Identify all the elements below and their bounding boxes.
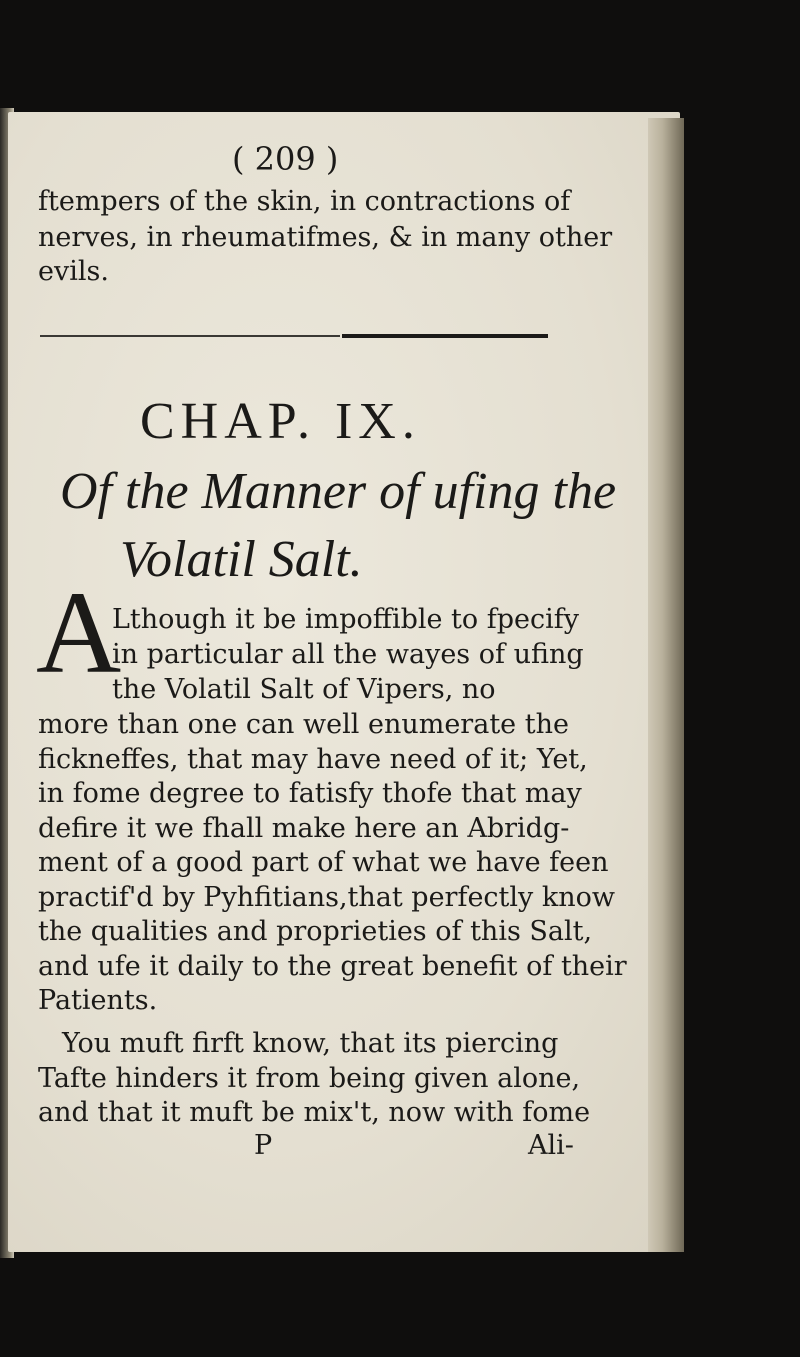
- paragraph1-line-1: Lthough it be impoffible to fpecify: [112, 604, 580, 635]
- paragraph1-line-8: ment of a good part of what we have feen: [38, 847, 609, 878]
- paragraph1-line-7: defire it we fhall make here an Abridg-: [38, 813, 570, 844]
- drop-cap: A: [36, 567, 122, 698]
- paragraph1-line-9: practif'd by Pyhfitians,that perfectly know: [38, 882, 615, 913]
- paragraph1-line-11: and ufe it daily to the great benefit of their: [38, 951, 627, 982]
- opening-line-2: nerves, in rheumatifmes, & in many other: [38, 222, 613, 253]
- opening-line-3: evils.: [38, 256, 109, 287]
- catchword: Ali-: [528, 1130, 574, 1161]
- paragraph2-line-2: Tafte hinders it from being given alone,: [38, 1063, 581, 1094]
- chapter-title-line-1: Of the Manner of ufing the: [60, 463, 617, 520]
- paragraph1-line-4: more than one can well enumerate the: [38, 709, 569, 740]
- paragraph1-line-5: fickneffes, that may have need of it; Yet,: [38, 744, 588, 775]
- paragraph2-line-3: and that it muft be mix't, now with fome: [38, 1097, 591, 1128]
- section-rule-thin: [40, 335, 340, 337]
- chapter-title-line-2: Volatil Salt.: [120, 531, 363, 588]
- paragraph1-line-6: in fome degree to fatisfy thofe that may: [38, 778, 582, 809]
- signature-mark: P: [254, 1130, 273, 1161]
- section-rule-thick: [342, 334, 548, 338]
- paragraph1-line-10: the qualities and proprieties of this Salt,: [38, 916, 593, 947]
- paragraph1-line-12: Patients.: [38, 985, 158, 1016]
- chapter-heading: CHAP. IX.: [140, 393, 421, 450]
- paragraph1-line-3: the Volatil Salt of Vipers, no: [112, 674, 496, 705]
- page-number: ( 209 ): [232, 140, 339, 178]
- opening-line-1: ftempers of the skin, in contractions of: [38, 186, 571, 217]
- book-gutter: [648, 118, 684, 1252]
- paragraph1-line-2: in particular all the wayes of ufing: [112, 639, 584, 670]
- paragraph2-line-1: You muft firft know, that its piercing: [62, 1028, 559, 1059]
